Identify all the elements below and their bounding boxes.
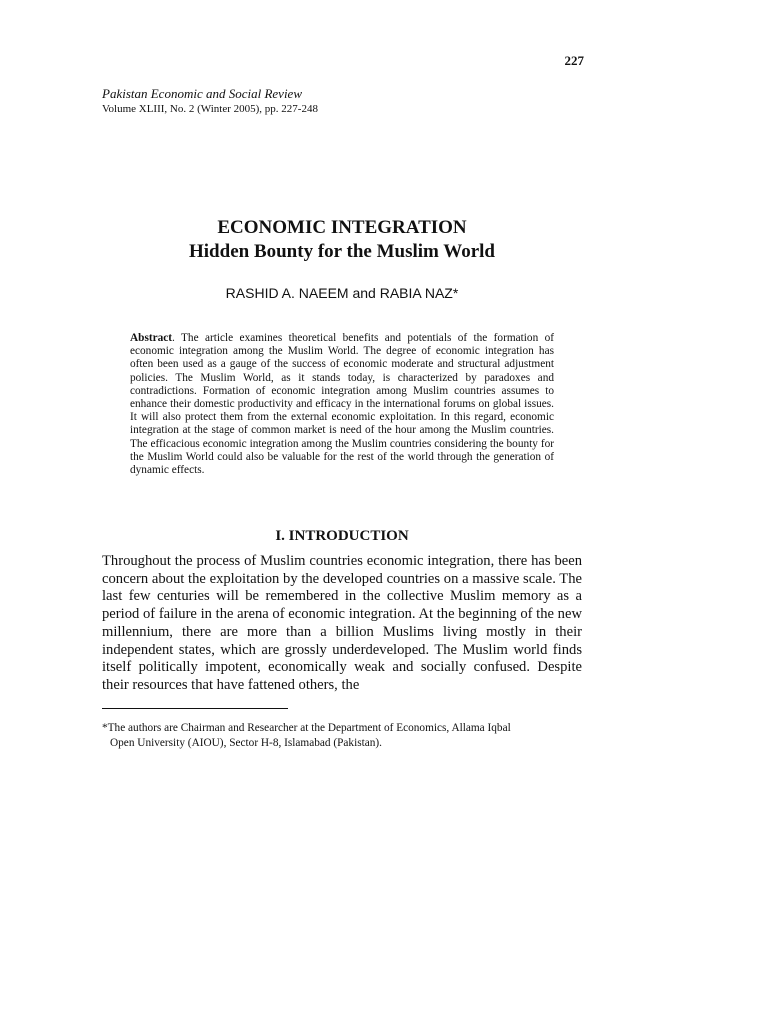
page-number: 227	[564, 53, 584, 68]
section-heading-introduction: I. INTRODUCTION	[275, 528, 409, 544]
footnote-divider	[102, 708, 288, 709]
footnote	[102, 721, 582, 750]
title-block	[102, 216, 582, 264]
abstract-label: Abstract	[130, 332, 173, 344]
article-title: ECONOMIC INTEGRATION	[217, 217, 467, 238]
footnote-line-2: Open University (AIOU), Sector H-8, Islamabad (Pakistan).	[110, 736, 382, 749]
article-subtitle: Hidden Bounty for the Muslim World	[189, 241, 495, 262]
journal-volume: Volume XLIII, No. 2 (Winter 2005), pp. 227-248	[102, 103, 318, 115]
abstract	[130, 332, 554, 477]
abstract-text: . The article examines theoretical benefits and potentials of the formation of economic integration among the Muslim World. The degree of economic integration has often been used as a gauge of the success of economic moderate and structural adjustment policies. The Muslim World, as it stands today, is characterized by paradoxes and contradictions. Formation of economic integration among Muslim countries assumes to enhance their domestic productivity and efficacy in the international forums on global issues. It will also protect them from the external economic exploitation. In this regard, economic integration at the stage of common market is need of the hour among the Muslim countries. The efficacious economic integration among the Muslim countries considering the bounty for the Muslim World could also be valuable for the rest of the world through the generation of dynamic effects.	[130, 332, 554, 477]
footnote-line-1: *The authors are Chairman and Researcher at the Department of Economics, Allama Iqbal	[102, 722, 511, 734]
authors: RASHID A. NAEEM and RABIA NAZ*	[225, 285, 459, 301]
introduction-paragraph: Throughout the process of Muslim countries economic integration, there has been concern about the exploitation by the developed countries on a massive scale. The last few centuries will be remembered in the collective Muslim memory as a period of failure in the arena of economic integration. At the beginning of the new millennium, there are more than a billion Muslims living mostly in their independent states, which are grossly underdeveloped. The Muslim world finds itself politically impotent, economically weak and socially confused. Despite their resources that have fattened others, the	[102, 553, 582, 693]
journal-name: Pakistan Economic and Social Review	[102, 86, 303, 101]
